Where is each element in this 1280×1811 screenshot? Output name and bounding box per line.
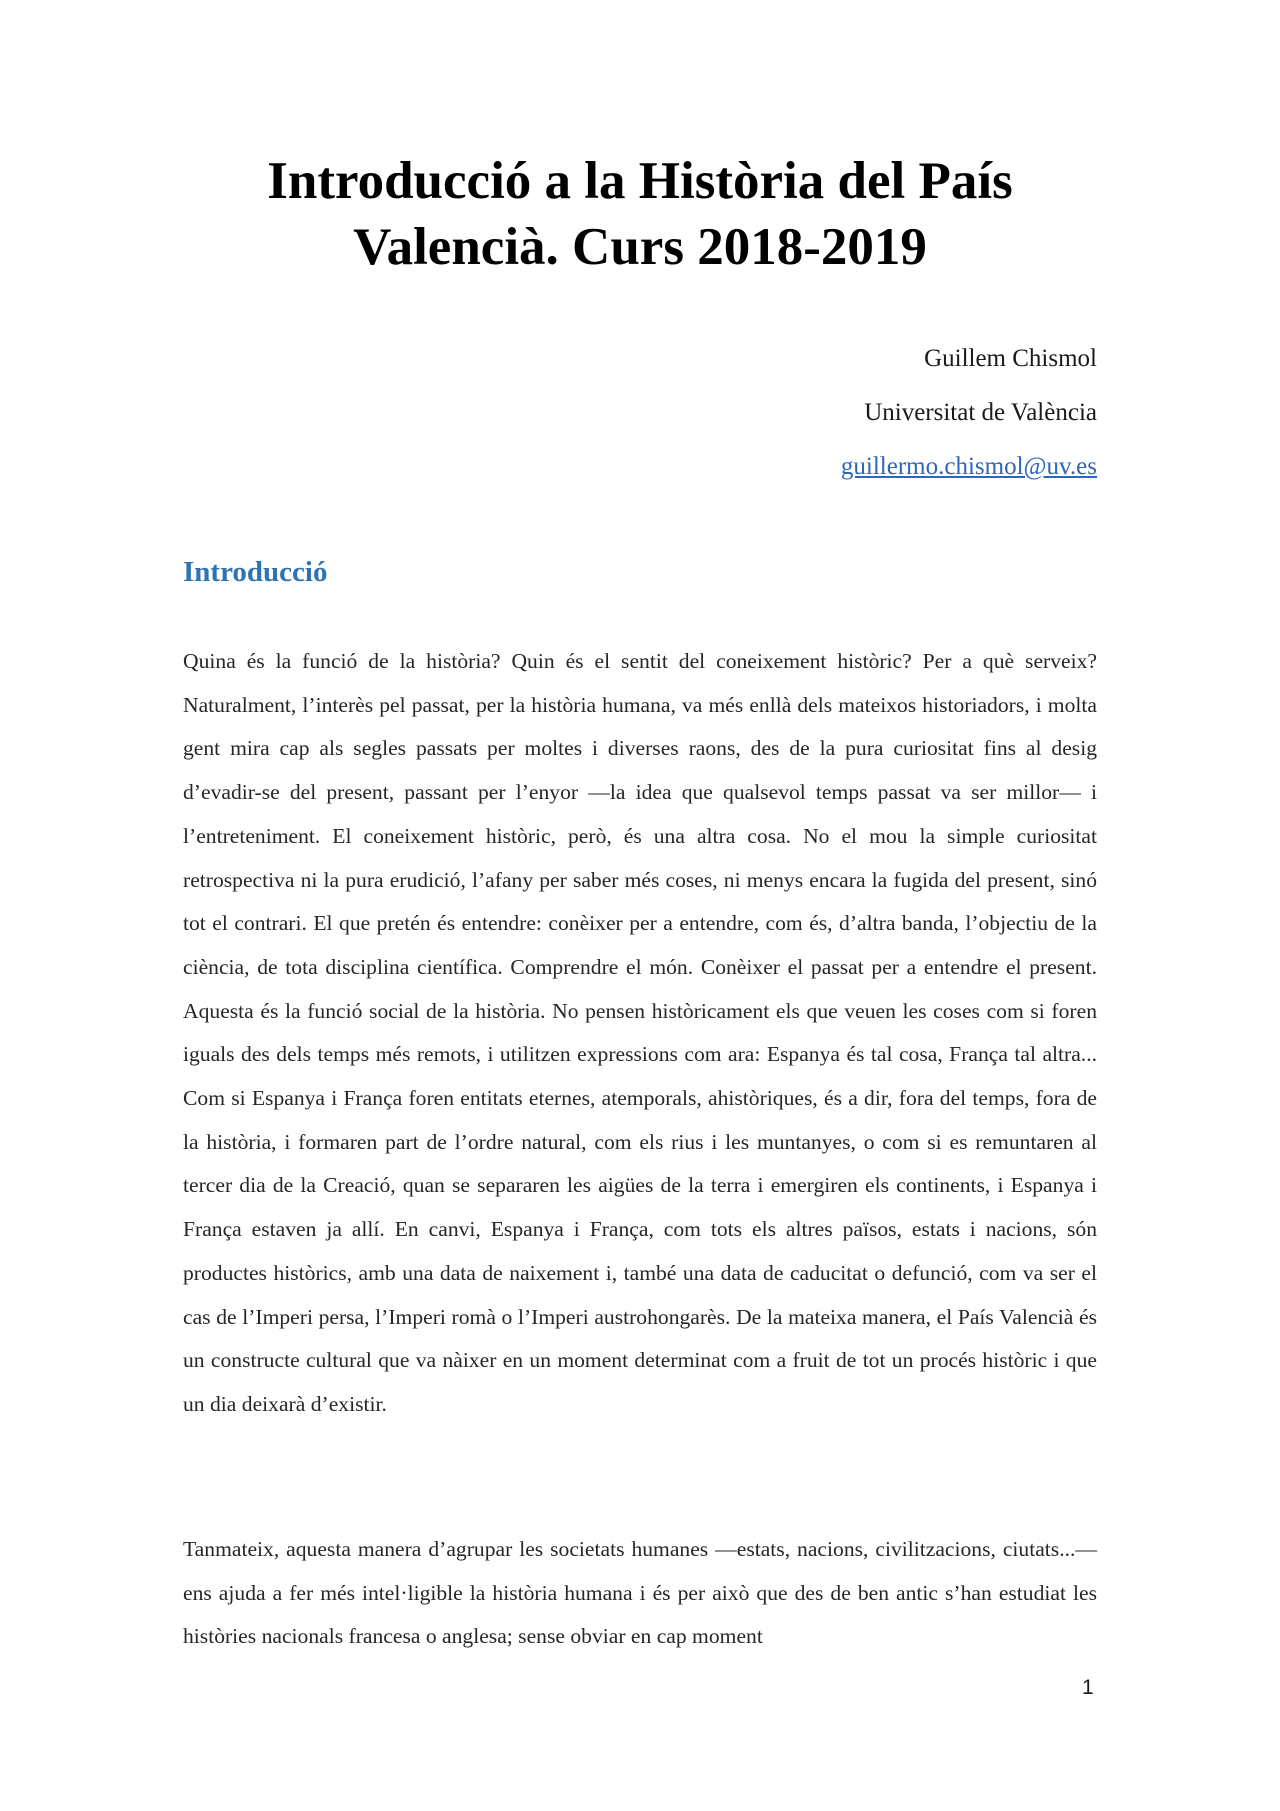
page-number: 1 [1082, 1676, 1094, 1699]
body-paragraph: Tanmateix, aquesta manera d’agrupar les societats humanes —estats, nacions, civilitzacions, ciutats...— ens ajuda a fer més intel·ligible la història humana i és per això que des de ben antic s’han estudiat les històries nacionals francesa o anglesa; sense obviar en cap moment [183, 1537, 1097, 1649]
author-block [600, 332, 1097, 494]
section-heading: Introducció [183, 556, 328, 588]
author-email-link[interactable]: guillermo.chismol@uv.es [840, 453, 1097, 480]
body-paragraph: Quina és la funció de la història? Quin és el sentit del coneixement històric? Per a què serveix? Naturalment, l’interès pel passat, per la història humana, va més enllà dels mateixos historiadors, i molta gent mira cap als segles passats per moltes i diverses raons, des de la pura curiositat fins al desig d’evadir-se del present, passant per l’enyor —la idea que qualsevol temps passat va ser millor— i l’entreteniment. El coneixement històric, però, és una altra cosa. No el mou la simple curiositat retrospectiva ni la pura erudició, l’afany per saber més coses, ni menys encara la fugida del present, sinó tot el contrari. El que pretén és entendre: conèixer per a entendre, com és, d’altra banda, l’objectiu de la ciència, de tota disciplina científica. Comprendre el món. Conèixer el passat per a entendre el present. Aquesta és la funció social de la història. No pensen històricament els que veuen les coses com si foren iguals des dels temps més remots, i utilitzen expressions com ara: Espanya és tal cosa, França tal altra... Com si Espanya i França foren entitats eternes, atemporals, ahistòriques, és a dir, fora del temps, fora de la història, i formaren part de l’ordre natural, com els rius i les muntanyes, o com si es remuntaren al tercer dia de la Creació, quan se separaren les aigües de la terra i emergiren els continents, i Espanya i França estaven ja allí. En canvi, Espanya i França, com tots els altres països, estats i nacions, són productes històrics, amb una data de naixement i, també una data de caducitat o defunció, com va ser el cas de l’Imperi persa, l’Imperi romà o l’Imperi austrohongarès. De la mateixa manera, el País Valencià és un constructe cultural que va nàixer en un moment determinat com a fruit de tot un procés històric i que un dia deixarà d’existir. [183, 649, 1097, 1416]
author-name: Guillem Chismol [924, 345, 1097, 372]
document-title: Introducció a la Història del País Valencià. Curs 2018-2019 [267, 152, 1013, 276]
author-affiliation: Universitat de València [864, 399, 1097, 426]
